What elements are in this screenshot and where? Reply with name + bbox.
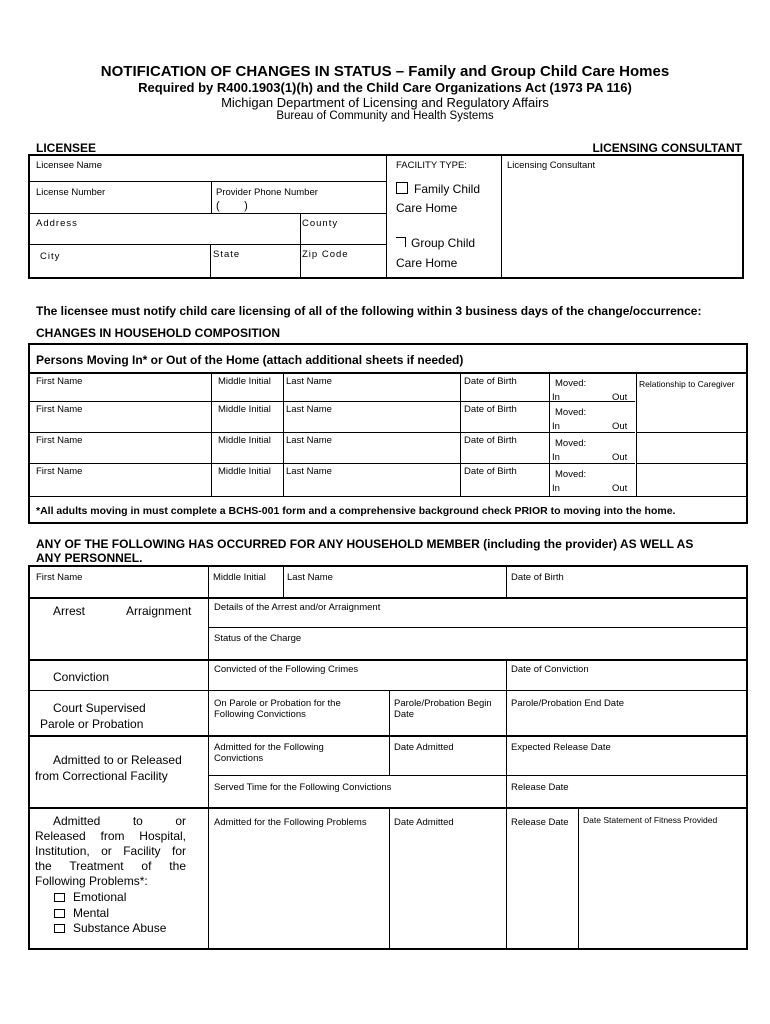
parole-end-field[interactable]: Parole/Probation End Date [511,698,625,709]
group-care-home-label: Care Home [396,256,458,270]
moved-in-option[interactable]: In [552,452,560,463]
group-child-care-option[interactable]: Group Child [396,236,475,251]
licensee-name-field[interactable]: Licensee Name [36,160,103,171]
family-checkbox-icon[interactable] [396,182,408,194]
convicted-crimes-field[interactable]: Convicted of the Following Crimes [214,664,359,675]
address-field[interactable]: Address [36,218,78,229]
conviction-label: Conviction [53,670,110,684]
first-name-field[interactable]: First Name [36,435,83,446]
occ-middle-initial-field[interactable]: Middle Initial [213,572,266,583]
release-date-2-field[interactable]: Release Date [511,817,569,828]
parole-begin-field-2: Date [394,709,415,720]
admitted-problems-field[interactable]: Admitted for the Following Problems [214,817,367,828]
moved-out-option[interactable]: Out [612,421,628,432]
occ-dob-field[interactable]: Date of Birth [511,572,564,583]
served-time-field[interactable]: Served Time for the Following Convictions [214,782,392,793]
form-title: NOTIFICATION OF CHANGES IN STATUS – Family and Group Child Care Homes [100,63,670,80]
city-field[interactable]: City [40,251,61,262]
admitted-convictions-field-2: Convictions [214,753,264,764]
middle-initial-field[interactable]: Middle Initial [218,435,271,446]
moved-label: Moved: [555,438,587,449]
emotional-checkbox-icon[interactable] [54,893,65,902]
parole-begin-field[interactable]: Parole/Probation Begin [394,698,492,709]
occurrence-section-label: ANY OF THE FOLLOWING HAS OCCURRED FOR ANY HOUSEHOLD MEMBER (including the provider) AS WELL AS [36,537,694,551]
mental-option[interactable]: Mental [54,906,109,921]
hospital-label-5: Following Problems*: [35,874,148,888]
moved-label: Moved: [555,469,587,480]
last-name-field[interactable]: Last Name [286,376,332,387]
state-field[interactable]: State [213,249,241,260]
arraignment-label: Arraignment [126,604,192,618]
consultant-section-label: LICENSING CONSULTANT [592,141,742,155]
correctional-label: Admitted to or Released [53,753,182,767]
expected-release-field[interactable]: Expected Release Date [511,742,611,753]
substance-abuse-option[interactable]: Substance Abuse [54,921,166,936]
facility-type-label: FACILITY TYPE: [396,160,467,171]
group-checkbox-icon[interactable] [396,237,406,247]
dob-field[interactable]: Date of Birth [464,404,517,415]
emotional-option[interactable]: Emotional [54,890,126,905]
parole-convictions-field[interactable]: On Parole or Probation for the [214,698,341,709]
parole-convictions-field-2: Following Convictions [214,709,306,720]
household-table-title: Persons Moving In* or Out of the Home (attach additional sheets if needed) [36,353,464,367]
moved-label: Moved: [555,407,587,418]
notice-text: The licensee must notify child care licensing of all of the following within 3 business days of the change/occurrence: [36,304,702,318]
relationship-field[interactable]: Relationship to Caregiver [639,379,735,389]
middle-initial-field[interactable]: Middle Initial [218,466,271,477]
moved-in-option[interactable]: In [552,421,560,432]
household-footnote: *All adults moving in must complete a BCHS-001 form and a comprehensive background check PRIOR to moving into the home. [36,505,676,517]
moved-in-option[interactable]: In [552,392,560,403]
provider-phone-field[interactable]: Provider Phone Number [216,187,318,198]
license-number-field[interactable]: License Number [36,187,106,198]
county-field[interactable]: County [302,218,339,229]
dob-field[interactable]: Date of Birth [464,435,517,446]
occ-first-name-field[interactable]: First Name [36,572,83,583]
occurrence-section-label-2: ANY PERSONNEL. [36,551,143,565]
bureau-name: Bureau of Community and Health Systems [276,110,494,122]
arrest-details-field[interactable]: Details of the Arrest and/or Arraignment [214,602,381,613]
first-name-field[interactable]: First Name [36,466,83,477]
hospital-label-2: Released from Hospital, [35,829,186,843]
licensee-section-label: LICENSEE [36,141,97,155]
licensing-consultant-field[interactable]: Licensing Consultant [507,160,596,171]
occ-last-name-field[interactable]: Last Name [287,572,333,583]
hospital-label-4: the Treatment of the [35,859,186,873]
date-admitted-field[interactable]: Date Admitted [394,742,454,753]
household-section-label: CHANGES IN HOUSEHOLD COMPOSITION [36,326,281,340]
phone-parens: ( ) [216,200,248,212]
last-name-field[interactable]: Last Name [286,466,332,477]
dob-field[interactable]: Date of Birth [464,376,517,387]
department-name: Michigan Department of Licensing and Regulatory Affairs [221,95,549,110]
last-name-field[interactable]: Last Name [286,404,332,415]
parole-probation-label: Parole or Probation [40,717,144,731]
charge-status-field[interactable]: Status of the Charge [214,633,302,644]
last-name-field[interactable]: Last Name [286,435,332,446]
moved-label: Moved: [555,378,587,389]
first-name-field[interactable]: First Name [36,376,83,387]
date-admitted-2-field[interactable]: Date Admitted [394,817,454,828]
middle-initial-field[interactable]: Middle Initial [218,376,271,387]
moved-in-option[interactable]: In [552,483,560,494]
middle-initial-field[interactable]: Middle Initial [218,404,271,415]
hospital-label-1: Admitted to or [53,814,186,828]
conviction-date-field[interactable]: Date of Conviction [511,664,589,675]
release-date-field[interactable]: Release Date [511,782,569,793]
moved-out-option[interactable]: Out [612,452,628,463]
family-care-home-label: Care Home [396,201,458,215]
substance-checkbox-icon[interactable] [54,924,65,933]
zip-field[interactable]: Zip Code [302,249,349,260]
admitted-convictions-field[interactable]: Admitted for the Following [214,742,324,753]
fitness-date-field[interactable]: Date Statement of Fitness Provided [583,815,718,825]
moved-out-option[interactable]: Out [612,392,628,403]
court-supervised-label: Court Supervised [53,701,146,715]
first-name-field[interactable]: First Name [36,404,83,415]
required-by: Required by R400.1903(1)(h) and the Child Care Organizations Act (1973 PA 116) [138,80,632,95]
correctional-label-2: from Correctional Facility [35,769,168,783]
hospital-label-3: Institution, or Facility for [35,844,186,858]
dob-field[interactable]: Date of Birth [464,466,517,477]
arrest-label: Arrest [53,604,86,618]
family-child-care-option[interactable]: Family Child [396,182,480,197]
mental-checkbox-icon[interactable] [54,909,65,918]
moved-out-option[interactable]: Out [612,483,628,494]
